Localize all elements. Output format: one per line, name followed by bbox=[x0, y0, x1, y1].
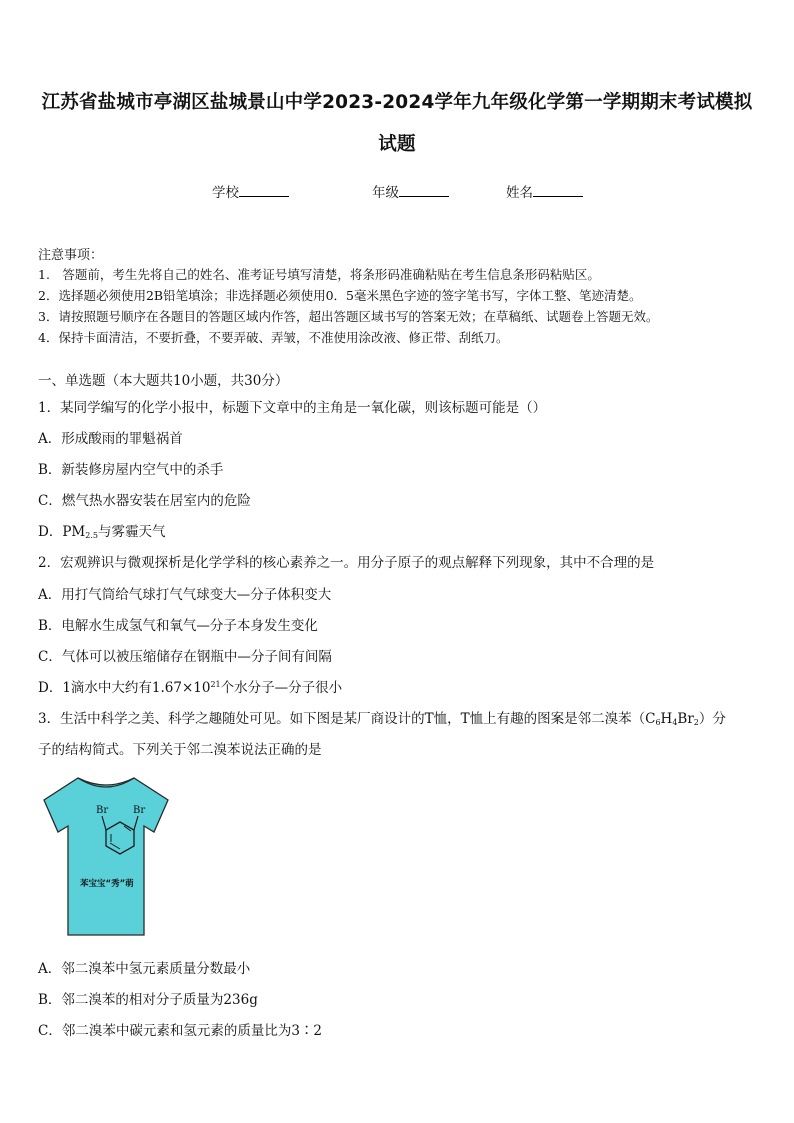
notice-item-4: 4．保持卡面清洁，不要折叠，不要弄破、弄皱，不准使用涂改液、修正带、刮纸刀。 bbox=[38, 330, 509, 345]
q1-option-c[interactable]: C．燃气热水器安装在居室内的危险 bbox=[38, 493, 251, 509]
q2-d-post: 个水分子—分子很小 bbox=[220, 680, 343, 696]
q3-option-b[interactable]: B．邻二溴苯的相对分子质量为236g bbox=[38, 992, 258, 1008]
q1-stem: 1．某同学编写的化学小报中，标题下文章中的主角是一氧化碳，则该标题可能是（） bbox=[38, 400, 547, 416]
q3-formula-h: H bbox=[660, 711, 673, 727]
shirt-caption: 苯宝宝“秀”萌 bbox=[80, 879, 134, 889]
notice-item-2: 2．选择题必须使用2B铅笔填涂；非选择题必须使用0．5毫米黑色字迹的签字笔书写，字体工整、笔迹清楚。 bbox=[38, 288, 642, 303]
q3-stem-post: ）分 bbox=[698, 711, 726, 727]
q3-stem-line1 bbox=[38, 707, 726, 727]
shirt-br-left: Br bbox=[96, 805, 109, 816]
q1-d-post: 与雾霾天气 bbox=[97, 524, 166, 540]
q1-option-b[interactable]: B．新装修房屋内空气中的杀手 bbox=[38, 462, 224, 478]
q3-stem-pre: 3．生活中科学之美、科学之趣随处可见。如下图是某厂商设计的T恤，T恤上有趣的图案是邻二溴苯（C bbox=[38, 711, 656, 727]
q1-option-a[interactable]: A．形成酸雨的罪魁祸首 bbox=[38, 431, 183, 447]
section-heading: 一、单选题（本大题共10小题，共30分） bbox=[38, 373, 289, 389]
tshirt-body bbox=[44, 778, 168, 935]
grade-blank[interactable] bbox=[399, 184, 449, 197]
q3-option-a[interactable]: A．邻二溴苯中氢元素质量分数最小 bbox=[38, 961, 251, 977]
exam-title-line2: 试题 bbox=[378, 134, 416, 155]
q3-formula-br-count: 2 bbox=[693, 718, 699, 727]
q1-option-d[interactable] bbox=[38, 520, 165, 540]
q3-stem-line2: 子的结构简式。下列关于邻二溴苯说法正确的是 bbox=[38, 742, 322, 758]
name-field[interactable] bbox=[506, 181, 583, 201]
q2-option-b[interactable]: B．电解水生成氢气和氧气—分子本身发生变化 bbox=[38, 618, 318, 634]
q2-d-sup: 21 bbox=[210, 680, 221, 689]
notice-item-3: 3．请按照题号顺序在各题目的答题区域内作答，超出答题区域书写的答案无效；在草稿纸、试题卷上答题无效。 bbox=[38, 309, 659, 324]
q2-option-a[interactable]: A．用打气筒给气球打气气球变大—分子体积变大 bbox=[38, 587, 332, 603]
school-label: 学校 bbox=[212, 185, 239, 201]
grade-label: 年级 bbox=[372, 185, 399, 201]
q2-option-c[interactable]: C．气体可以被压缩储存在钢瓶中—分子间有间隔 bbox=[38, 649, 332, 665]
school-blank[interactable] bbox=[239, 184, 289, 197]
q2-stem: 2．宏观辨识与微观探析是化学学科的核心素养之一。用分子原子的观点解释下列现象，其中不合理的是 bbox=[38, 555, 655, 571]
q3-option-c[interactable]: C．邻二溴苯中碳元素和氢元素的质量比为3∶2 bbox=[38, 1023, 323, 1039]
grade-field[interactable] bbox=[372, 181, 449, 201]
shirt-br-right: Br bbox=[133, 805, 146, 816]
name-label: 姓名 bbox=[506, 185, 533, 201]
q3-formula-br: Br bbox=[677, 711, 694, 727]
q3-formula-h-count: 4 bbox=[672, 718, 678, 727]
notice-heading: 注意事项： bbox=[38, 248, 104, 263]
school-field[interactable] bbox=[212, 181, 289, 201]
q1-d-pre: D．PM bbox=[38, 524, 86, 540]
name-blank[interactable] bbox=[533, 184, 583, 197]
q2-d-pre: D．1滴水中大约有1.67×10 bbox=[38, 680, 211, 696]
q3-formula-c-count: 6 bbox=[655, 718, 661, 727]
q1-d-sub: 2.5 bbox=[85, 531, 98, 540]
exam-title-line1: 江苏省盐城市亭湖区盐城景山中学2023-2024学年九年级化学第一学期期末考试模拟 bbox=[41, 92, 753, 113]
q2-option-d[interactable] bbox=[38, 676, 342, 696]
tshirt-image bbox=[40, 770, 172, 940]
notice-item-1: 1. 答题前，考生先将自己的姓名、准考证号填写清楚，将条形码准确粘贴在考生信息条形码粘贴区。 bbox=[38, 267, 600, 282]
